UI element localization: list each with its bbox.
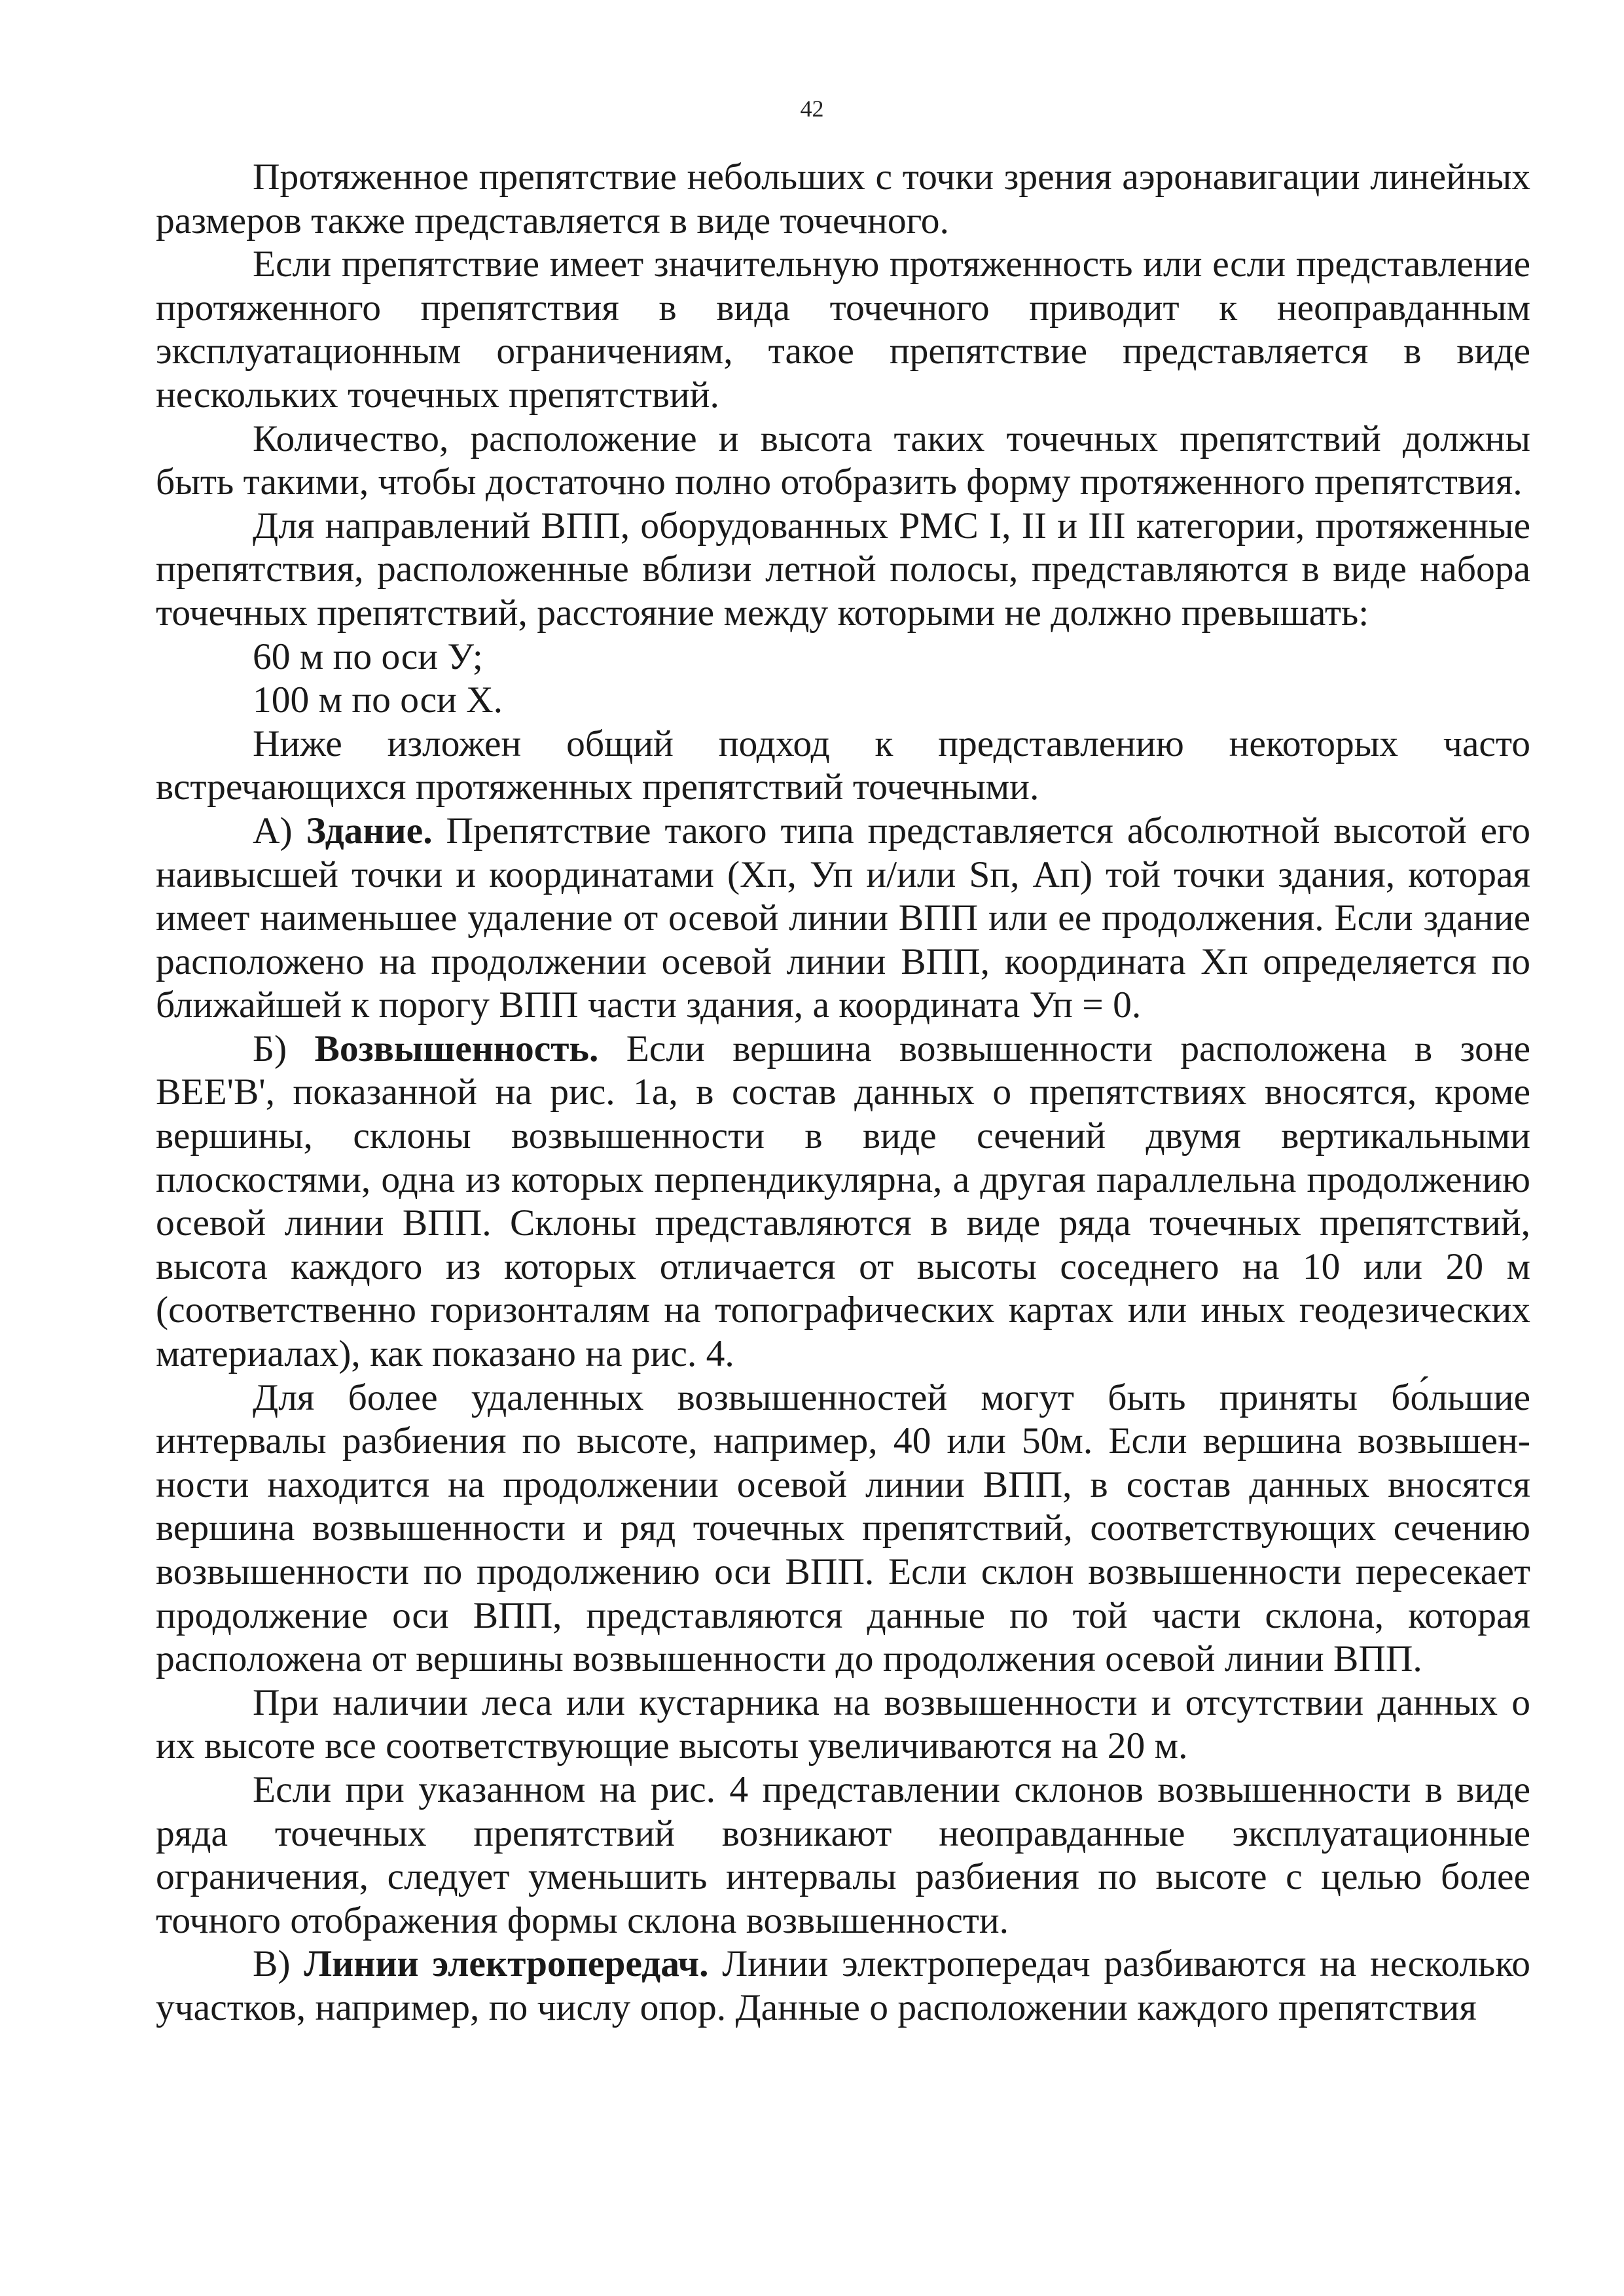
paragraph-6: 100 м по оси Х. — [253, 679, 503, 721]
section-heading-building: Здание. — [306, 810, 433, 852]
section-heading-elevation: Возвышенность. — [314, 1028, 599, 1069]
page-number: 42 — [800, 96, 824, 122]
paragraph-3: Количество, расположение и высота таких точечных препятствий должны быть такими, чтобы достаточно полно отобразить форму протяженного препятствия. — [156, 418, 1530, 503]
paragraph-5: 60 м по оси У; — [253, 636, 483, 677]
paragraph-12: Если при указанном на рис. 4 представлении склонов возвышенности в виде ряда точечных препятствий возникают неоправданные эксплуатационные ограничения, следует уменьшить интервалы разбиения по высоте с целью более точного отображения формы склона возвышенности. — [156, 1768, 1530, 1941]
paragraph-11: При наличии леса или кустарника на возвышенности и отсутствии данных о их высоте все соответствующие высоты увеличиваются на 20 м. — [156, 1681, 1530, 1767]
paragraph-4: Для направлений ВПП, оборудованных РМС I, II и III категории, протяженные препятствия, расположенные вблизи летной полосы, представляются в виде набора точечных препятствий, расстояние между которыми не должно превышать: — [156, 505, 1530, 634]
item-prefix-b: Б) — [253, 1028, 315, 1069]
document-body — [156, 156, 1530, 2030]
paragraph-elevation — [156, 1028, 1530, 1376]
section-heading-power-lines: Линии электропередач. — [304, 1943, 709, 1985]
paragraph-2: Если препятствие имеет значительную протяженность или если представление протяженного препятствия в вида точечного приводит к неоправданным эксплуатационным ограничениям, такое препятствие представляется в виде нескольких точечных препятствий. — [156, 243, 1530, 416]
item-prefix-v: В) — [253, 1943, 304, 1985]
paragraph-building — [156, 810, 1530, 1028]
paragraph-building-text: Препятствие такого типа представляется абсолютной высотой его наивысшей точки и координатами (Хп, Уп и/или Sп, Ап) той точки здания, которая имеет наименьшее удаление от осевой линии ВПП или ее продолжения. Если здание расположено на продолжении осевой линии ВПП, координата Хп определяется по ближайшей к порогу ВПП части здания, а координата Уп = 0. — [156, 810, 1530, 1026]
paragraph-elevation-text: Если вершина возвышенности расположена в зоне ВЕЕ'В', показанной на рис. 1а, в состав данных о препятствиях вносятся, кроме вершины, склоны возвышенности в виде сечений двумя вертикальными плоскостями, одна из которых перпендикулярна, а другая параллельна продолжению осевой линии ВПП. Склоны представляются в виде ряда точечных препятствий, высота каждого из которых отличается от высоты соседнего на 10 или 20 м (соответственно горизонталям на топографических картах или иных геодезических материалах), как показано на рис. 4. — [156, 1028, 1530, 1375]
paragraph-7: Ниже изложен общий подход к представлению некоторых часто встречающихся протяженных препятствий точечными. — [156, 723, 1530, 808]
item-prefix-a: А) — [253, 810, 306, 852]
paragraph-power-lines-text: Линии электропередач разбиваются на несколько участков, например, по числу опор. Данные о расположении каждого препятствия — [156, 1943, 1530, 2028]
paragraph-1: Протяженное препятствие небольших с точки зрения аэронавигации линейных размеров также представляется в виде точечного. — [156, 156, 1530, 242]
paragraph-power-lines — [156, 1943, 1530, 2030]
paragraph-10: Для более удаленных возвышенностей могут быть приняты бо́льшие интервалы разбиения по высоте, например, 40 или 50м. Если вершина возвышен-ности находится на продолжении осевой линии ВПП, в состав данных вносятся вершина возвышенности и ряд точечных препятствий, соответствующих сечению возвышенности по продолжению оси ВПП. Если склон возвышенности пересекает продолжение оси ВПП, представляются данные по той части склона, которая расположена от вершины возвышенности до продолжения осевой линии ВПП. — [156, 1376, 1530, 1680]
